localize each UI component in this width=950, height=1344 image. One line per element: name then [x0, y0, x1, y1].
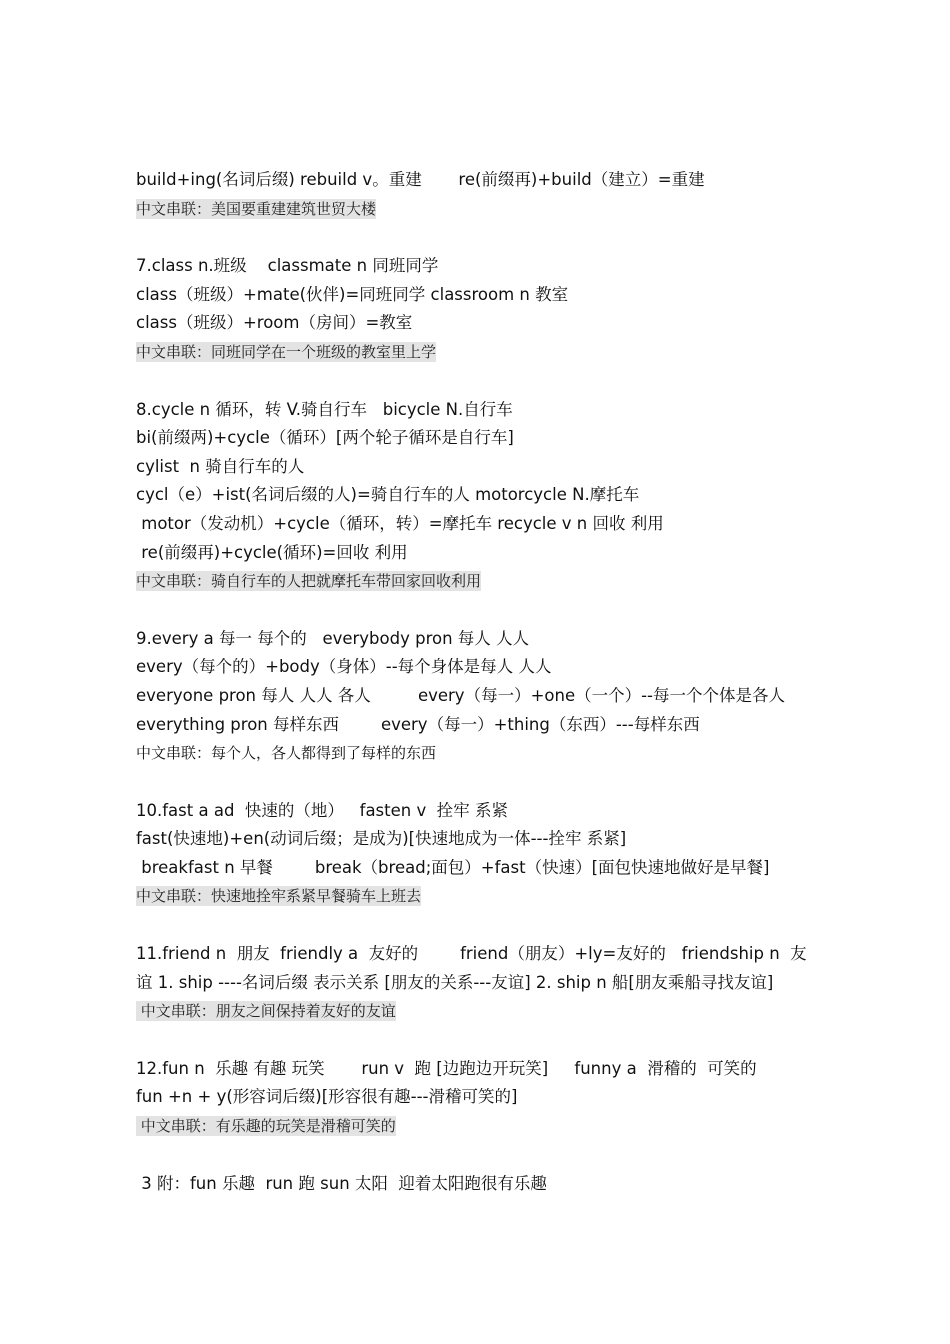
summary-line — [136, 342, 826, 362]
text-line: 谊 1. ship ----名词后缀 表示关系 [朋友的关系---友谊] 2. ship n 船[朋友乘船寻找友谊] — [136, 972, 774, 992]
text-line: cylist n 骑自行车的人 — [136, 456, 305, 476]
summary-highlight: 中文串联：骑自行车的人把就摩托车带回家回收利用 — [136, 572, 482, 591]
document-page — [136, 170, 826, 1202]
text-line: cycl（e）+ist(名词后缀的人)=骑自行车的人 motorcycle N.摩托车 — [136, 485, 640, 505]
summary-line — [136, 1116, 826, 1136]
summary-line — [136, 199, 826, 219]
paragraph-gap — [136, 371, 826, 400]
text-line: everyone pron 每人 人人 各人 every（每一）+one（一个）--每一个个体是各人 — [136, 685, 786, 705]
summary-highlight: 中文串联：有乐趣的玩笑是滑稽可笑的 — [136, 1117, 396, 1136]
summary-line — [136, 1001, 826, 1021]
text-line: class（班级）+room（房间）=教室 — [136, 313, 413, 333]
text-line: class（班级）+mate(伙伴)=同班同学 classroom n 教室 — [136, 284, 569, 304]
text-line: everything pron 每样东西 every（每一）+thing（东西）---每样东西 — [136, 714, 700, 734]
summary-line — [136, 571, 826, 591]
summary-line — [136, 886, 826, 906]
text-line: 9.every a 每一 每个的 everybody pron 每人 人人 — [136, 628, 530, 648]
paragraph-gap — [136, 1030, 826, 1059]
text-line: breakfast n 早餐 break（bread;面包）+fast（快速）[面包快速地做好是早餐] — [136, 857, 770, 877]
summary-highlight: 中文串联：朋友之间保持着友好的友谊 — [136, 1002, 396, 1021]
paragraph-gap — [136, 227, 826, 256]
paragraph-gap — [136, 600, 826, 629]
text-line: fun +n + y(形容词后缀)[形容很有趣---滑稽可笑的] — [136, 1087, 518, 1107]
summary-highlight: 中文串联：快速地拴牢系紧早餐骑车上班去 — [136, 887, 422, 906]
summary-line — [136, 743, 826, 763]
text-line: build+ing(名词后缀) rebuild v。重建 re(前缀再)+build（建立）=重建 — [136, 170, 705, 189]
text-line: 7.class n.班级 classmate n 同班同学 — [136, 256, 439, 276]
text-line: 11.friend n 朋友 friendly a 友好的 friend（朋友）+ly=友好的 friendship n 友 — [136, 944, 807, 964]
summary-highlight: 中文串联：同班同学在一个班级的教室里上学 — [136, 342, 437, 361]
text-line: motor（发动机）+cycle（循环，转）=摩托车 recycle v n 回收 利用 — [136, 513, 664, 533]
text-line: 8.cycle n 循环，转 V.骑自行车 bicycle N.自行车 — [136, 399, 513, 419]
text-line: bi(前缀两)+cycle（循环）[两个轮子循环是自行车] — [136, 428, 514, 448]
text-line: re(前缀再)+cycle(循环)=回收 利用 — [136, 542, 408, 562]
paragraph-gap — [136, 1145, 826, 1174]
paragraph-gap — [136, 915, 826, 944]
text-line: fast(快速地)+en(动词后缀；是成为)[快速地成为一体---拴牢 系紧] — [136, 829, 627, 849]
text-line: 12.fun n 乐趣 有趣 玩笑 run v 跑 [边跑边开玩笑] funny a 滑稽的 可笑的 — [136, 1058, 757, 1078]
summary-text: 中文串联：每个人，各人都得到了每样的东西 — [136, 744, 437, 763]
text-line: 10.fast a ad 快速的（地） fasten v 拴牢 系紧 — [136, 800, 508, 820]
text-line: every（每个的）+body（身体）--每个身体是每人 人人 — [136, 657, 552, 677]
summary-highlight: 中文串联：美国要重建建筑世贸大楼 — [136, 199, 377, 218]
text-line: 3 附：fun 乐趣 run 跑 sun 太阳 迎着太阳跑很有乐趣 — [136, 1173, 547, 1193]
paragraph-gap — [136, 772, 826, 801]
